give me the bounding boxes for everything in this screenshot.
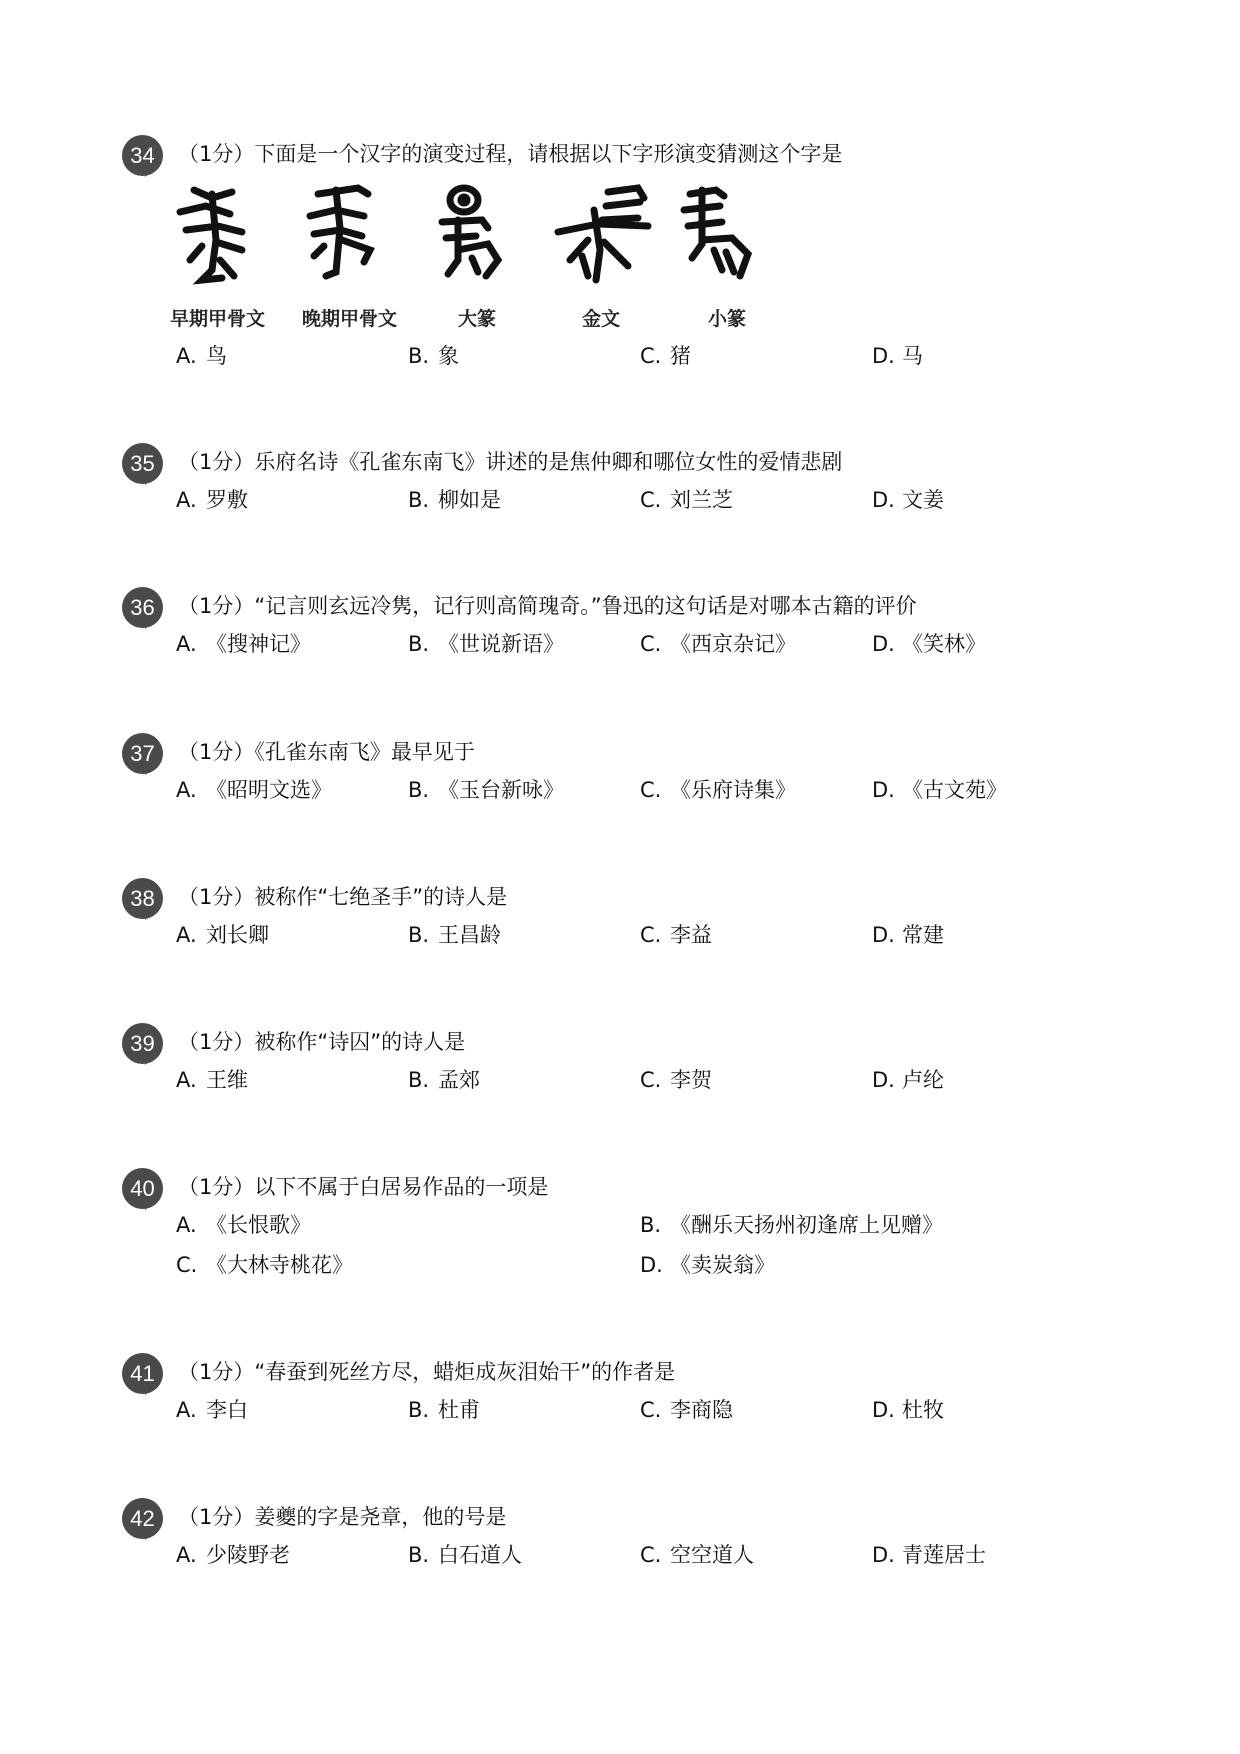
option-text: 孟郊: [438, 1068, 480, 1092]
option-letter: A.: [176, 778, 197, 802]
option-text: 猪: [670, 344, 691, 368]
option-text: 《昭明文选》: [206, 778, 332, 802]
option-d[interactable]: [872, 1539, 986, 1571]
question-number-badge: 39: [122, 1023, 163, 1064]
option-text: 空空道人: [670, 1543, 754, 1567]
question-number-badge: 34: [122, 135, 163, 176]
option-a[interactable]: [176, 1394, 248, 1426]
option-letter: C.: [640, 1068, 662, 1092]
glyph-caption: 早期甲骨文: [170, 308, 266, 330]
glyph-caption: 小篆: [708, 308, 747, 330]
option-letter: C.: [640, 778, 662, 802]
glyph-caption: 金文: [582, 308, 621, 330]
option-letter: B.: [408, 1398, 430, 1422]
option-letter: B.: [640, 1213, 662, 1237]
early-oracle-glyph-icon: [172, 180, 282, 290]
question-stem: （1分）“春蚕到死丝方尽，蜡炬成灰泪始干”的作者是: [178, 1360, 676, 1384]
option-text: 杜牧: [902, 1398, 944, 1422]
option-b[interactable]: [408, 1539, 522, 1571]
option-a[interactable]: [176, 1209, 311, 1241]
option-d[interactable]: [872, 628, 986, 660]
option-c[interactable]: [640, 1064, 712, 1096]
option-b[interactable]: [408, 628, 564, 660]
option-a[interactable]: [176, 774, 332, 806]
option-text: 王维: [206, 1068, 248, 1092]
option-a[interactable]: [176, 1064, 248, 1096]
question-number-badge: 37: [122, 733, 163, 774]
option-text: 象: [438, 344, 459, 368]
option-letter: D.: [640, 1253, 663, 1277]
glyph-caption: 晚期甲骨文: [302, 308, 398, 330]
option-letter: D.: [872, 1398, 895, 1422]
option-d[interactable]: [872, 774, 1007, 806]
option-text: 罗敷: [206, 488, 248, 512]
option-text: 文姜: [902, 488, 944, 512]
question-stem: （1分）以下不属于白居易作品的一项是: [178, 1175, 549, 1199]
question-stem: （1分）乐府名诗《孔雀东南飞》讲述的是焦仲卿和哪位女性的爱情悲剧: [178, 450, 843, 474]
option-text: 《乐府诗集》: [670, 778, 796, 802]
question-number-badge: 41: [122, 1353, 163, 1394]
option-a[interactable]: [176, 340, 227, 372]
option-letter: B.: [408, 778, 430, 802]
bronze-glyph-icon: [548, 180, 658, 290]
question-number-badge: 40: [122, 1168, 163, 1209]
option-d[interactable]: [872, 1394, 944, 1426]
option-letter: A.: [176, 923, 197, 947]
option-letter: A.: [176, 488, 197, 512]
question-stem: （1分）被称作“七绝圣手”的诗人是: [178, 885, 508, 909]
option-text: 青莲居士: [902, 1543, 986, 1567]
question-stem: （1分）下面是一个汉字的演变过程，请根据以下字形演变猜测这个字是: [178, 142, 843, 166]
option-text: 少陵野老: [206, 1543, 290, 1567]
option-letter: B.: [408, 923, 430, 947]
option-letter: A.: [176, 1213, 197, 1237]
option-letter: B.: [408, 632, 430, 656]
option-c[interactable]: [640, 340, 691, 372]
option-letter: A.: [176, 1398, 197, 1422]
glyph-caption: 大篆: [458, 308, 497, 330]
option-c[interactable]: [640, 1539, 754, 1571]
option-text: 《酬乐天扬州初逢席上见赠》: [670, 1213, 943, 1237]
option-text: 李益: [670, 923, 712, 947]
option-text: 马: [902, 344, 923, 368]
option-text: 《长恨歌》: [206, 1213, 311, 1237]
question-number-badge: 42: [122, 1498, 163, 1539]
option-letter: A.: [176, 1068, 197, 1092]
option-letter: C.: [176, 1253, 198, 1277]
option-letter: D.: [872, 923, 895, 947]
option-d[interactable]: [872, 919, 944, 951]
option-c[interactable]: [640, 628, 796, 660]
option-letter: C.: [640, 488, 662, 512]
option-text: 鸟: [206, 344, 227, 368]
question-number-badge: 36: [122, 587, 163, 628]
question-stem: （1分）姜夔的字是尧章，他的号是: [178, 1505, 507, 1529]
option-text: 刘长卿: [206, 923, 269, 947]
question-stem: （1分）“记言则玄远冷隽，记行则高简瑰奇。”鲁迅的这句话是对哪本古籍的评价: [178, 594, 917, 618]
large-seal-glyph-icon: [428, 180, 538, 290]
option-text: 《玉台新咏》: [438, 778, 564, 802]
glyph-evolution-figure: [172, 180, 792, 330]
option-letter: A.: [176, 632, 197, 656]
option-text: 《古文苑》: [902, 778, 1007, 802]
small-seal-glyph-icon: [670, 180, 780, 290]
option-letter: C.: [640, 632, 662, 656]
option-b[interactable]: [408, 774, 564, 806]
option-letter: B.: [408, 1068, 430, 1092]
option-letter: D.: [872, 778, 895, 802]
option-text: 《笑林》: [902, 632, 986, 656]
option-b[interactable]: [408, 1394, 480, 1426]
option-text: 《卖炭翁》: [670, 1253, 775, 1277]
question-stem: （1分）《孔雀东南飞》最早见于: [178, 740, 475, 764]
option-text: 《西京杂记》: [670, 632, 796, 656]
option-text: 《大林寺桃花》: [206, 1253, 353, 1277]
option-letter: C.: [640, 1543, 662, 1567]
option-text: 杜甫: [438, 1398, 480, 1422]
option-text: 王昌龄: [438, 923, 501, 947]
option-text: 李商隐: [670, 1398, 733, 1422]
option-text: 李白: [206, 1398, 248, 1422]
option-a[interactable]: [176, 919, 269, 951]
option-text: 《搜神记》: [206, 632, 311, 656]
option-b[interactable]: [408, 340, 459, 372]
option-text: 李贺: [670, 1068, 712, 1092]
option-b[interactable]: [408, 1064, 480, 1096]
option-letter: C.: [640, 1398, 662, 1422]
option-a[interactable]: [176, 628, 311, 660]
option-letter: C.: [640, 344, 662, 368]
option-d[interactable]: [872, 340, 923, 372]
option-letter: D.: [872, 632, 895, 656]
late-oracle-glyph-icon: [300, 180, 410, 290]
option-b[interactable]: [408, 484, 501, 516]
option-a[interactable]: [176, 1539, 290, 1571]
question-stem: （1分）被称作“诗囚”的诗人是: [178, 1030, 466, 1054]
option-a[interactable]: [176, 484, 248, 516]
option-text: 刘兰芝: [670, 488, 733, 512]
option-d[interactable]: [640, 1249, 775, 1281]
option-text: 常建: [902, 923, 944, 947]
option-letter: A.: [176, 1543, 197, 1567]
option-c[interactable]: [640, 774, 796, 806]
option-letter: D.: [872, 1543, 895, 1567]
option-letter: C.: [640, 923, 662, 947]
option-d[interactable]: [872, 1064, 944, 1096]
option-letter: A.: [176, 344, 197, 368]
option-letter: D.: [872, 1068, 895, 1092]
question-number-badge: 35: [122, 443, 163, 484]
option-letter: D.: [872, 488, 895, 512]
option-text: 《世说新语》: [438, 632, 564, 656]
option-letter: B.: [408, 488, 430, 512]
option-b[interactable]: [408, 919, 501, 951]
option-text: 卢纶: [902, 1068, 944, 1092]
option-c[interactable]: [640, 919, 712, 951]
option-text: 白石道人: [438, 1543, 522, 1567]
option-letter: B.: [408, 344, 430, 368]
option-d[interactable]: [872, 484, 944, 516]
option-c[interactable]: [640, 484, 733, 516]
option-letter: D.: [872, 344, 895, 368]
option-text: 柳如是: [438, 488, 501, 512]
option-c[interactable]: [176, 1249, 353, 1281]
question-number-badge: 38: [122, 878, 163, 919]
option-letter: B.: [408, 1543, 430, 1567]
option-c[interactable]: [640, 1394, 733, 1426]
option-b[interactable]: [640, 1209, 943, 1241]
